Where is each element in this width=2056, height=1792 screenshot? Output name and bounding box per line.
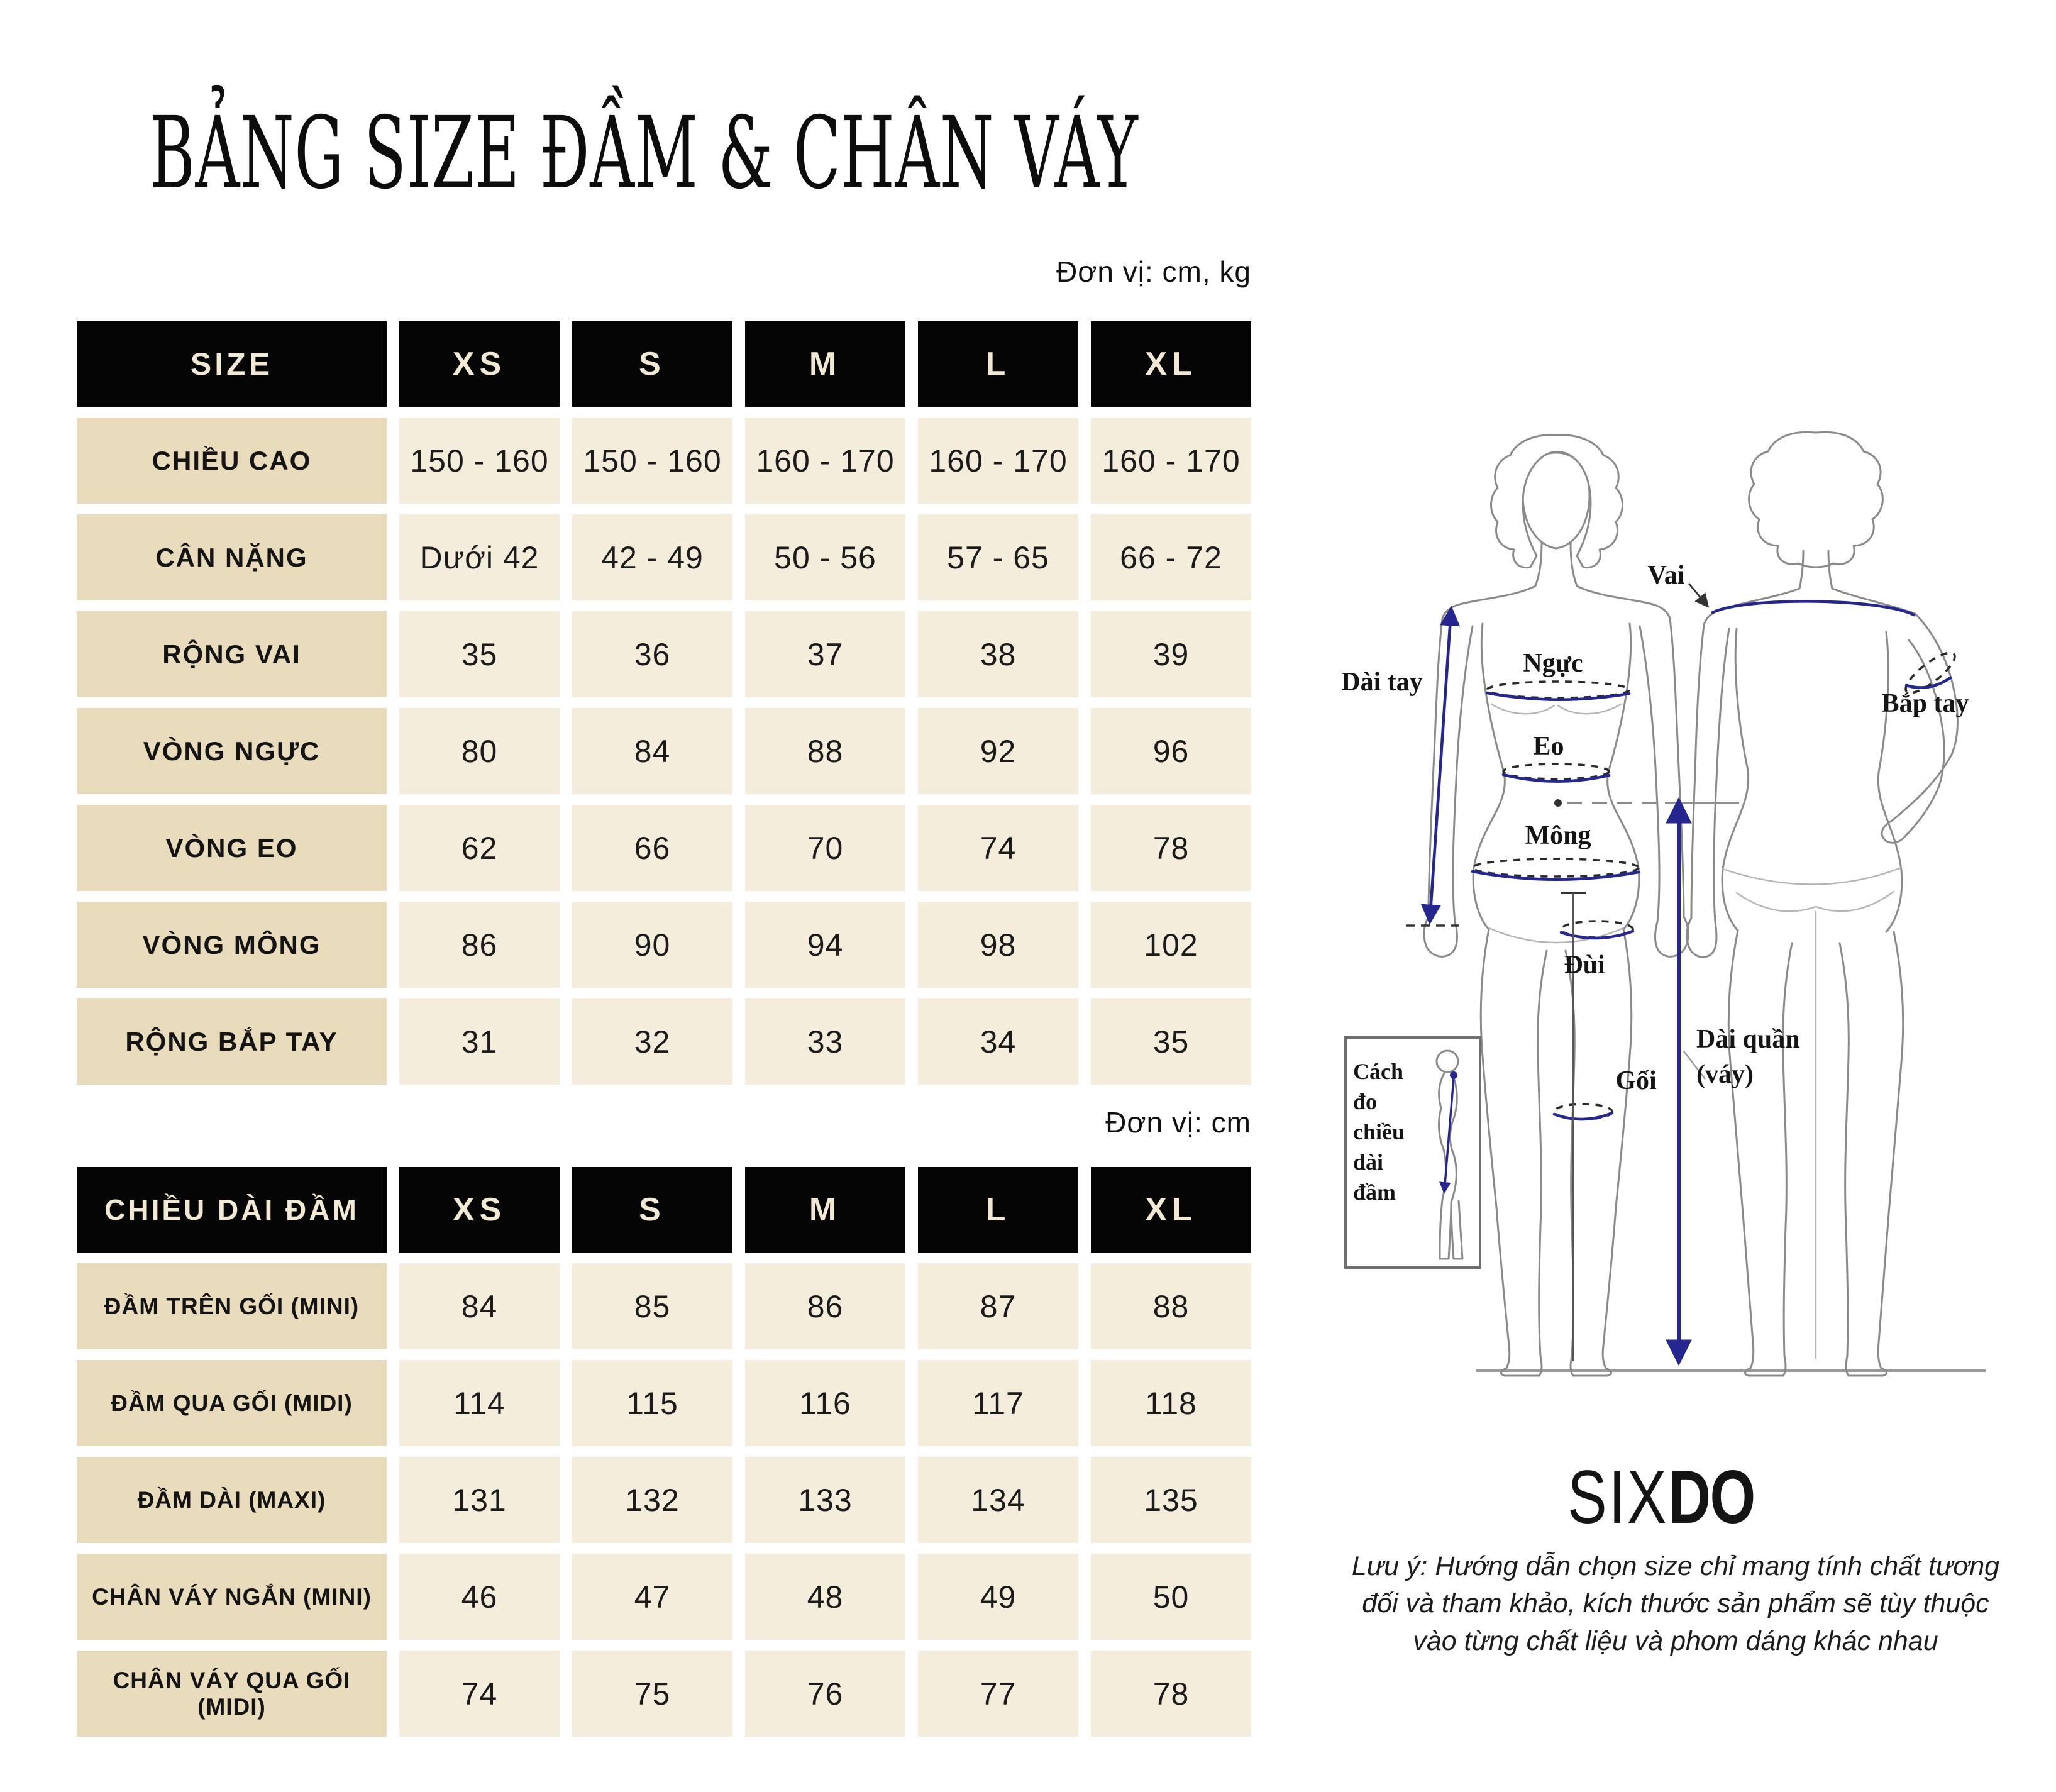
note-line-1: Lưu ý: Hướng dẫn chọn size chỉ mang tính chất tương — [1351, 1551, 2000, 1581]
length-table-row-2-value-l: 134 — [918, 1457, 1078, 1543]
size-table-row-1-value-s: 42 - 49 — [572, 514, 732, 600]
size-table-row-2-value-s: 36 — [572, 611, 732, 697]
label-mong: Mông — [1525, 821, 1591, 850]
size-table-row-3-label: VÒNG NGỰC — [77, 708, 387, 794]
page-title: BẢNG SIZE ĐẦM & CHÂN VÁY — [150, 96, 1139, 211]
size-table-row-5-value-l: 98 — [918, 902, 1078, 988]
size-table-header-m: M — [745, 321, 905, 407]
length-table-header-label: CHIỀU DÀI ĐẦM — [77, 1167, 387, 1253]
size-table-row-1-value-xl: 66 - 72 — [1091, 514, 1251, 600]
length-table-row-1-value-xs: 114 — [399, 1360, 560, 1446]
size-table-row-2-value-xl: 39 — [1091, 611, 1251, 697]
size-table-row-5-value-xl: 102 — [1091, 902, 1251, 988]
unit-note-cm: Đơn vị: cm — [1105, 1106, 1251, 1139]
size-table-row-0-value-l: 160 - 170 — [918, 418, 1078, 504]
size-table-row-5-label: VÒNG MÔNG — [77, 902, 387, 988]
inset-line-3: chiều — [1353, 1119, 1405, 1144]
measurement-diagram — [1289, 390, 2056, 1446]
size-table-row-3-value-l: 92 — [918, 708, 1078, 794]
length-table-row-0-value-xl: 88 — [1091, 1263, 1251, 1349]
length-table-row-4-value-xs: 74 — [399, 1651, 560, 1737]
size-table-row-4-value-xl: 78 — [1091, 805, 1251, 891]
label-nguc: Ngực — [1523, 649, 1583, 678]
measurement-marks — [1406, 584, 1960, 1362]
size-table-row-5-value-xs: 86 — [399, 902, 560, 988]
length-table-row-2-value-s: 132 — [572, 1457, 732, 1543]
label-dai-quan-vay: (váy) — [1696, 1060, 1754, 1089]
length-table-header-xs: XS — [399, 1167, 560, 1253]
length-table-row-0-value-l: 87 — [918, 1263, 1078, 1349]
size-table-row-3-value-m: 88 — [745, 708, 905, 794]
length-table-row-1-value-l: 117 — [918, 1360, 1078, 1446]
logo-six: SIX — [1567, 1455, 1669, 1539]
label-goi: Gối — [1615, 1066, 1657, 1095]
size-table-row-4-value-xs: 62 — [399, 805, 560, 891]
body-size-table — [77, 321, 1251, 1085]
size-table-row-2-value-l: 38 — [918, 611, 1078, 697]
sixdo-logo — [1563, 1454, 1759, 1540]
size-table-header-s: S — [572, 321, 732, 407]
size-table-row-2-label: RỘNG VAI — [77, 611, 387, 697]
size-table-row-0-label: CHIỀU CAO — [77, 418, 387, 504]
size-table-row-6-label: RỘNG BẮP TAY — [77, 998, 387, 1085]
size-table-row-6-value-l: 34 — [918, 998, 1078, 1085]
size-table-row-4-value-l: 74 — [918, 805, 1078, 891]
length-table-row-2-label: ĐẦM DÀI (MAXI) — [77, 1457, 387, 1543]
length-table-row-4-value-l: 77 — [918, 1651, 1078, 1737]
size-table-row-2-value-xs: 35 — [399, 611, 560, 697]
length-table-row-2-value-xl: 135 — [1091, 1457, 1251, 1543]
size-table-row-0-value-xl: 160 - 170 — [1091, 418, 1251, 504]
size-table-row-3-value-xl: 96 — [1091, 708, 1251, 794]
size-table-row-1-value-xs: Dưới 42 — [399, 514, 560, 600]
size-table-row-0-value-xs: 150 - 160 — [399, 418, 560, 504]
label-dui: Đùi — [1564, 951, 1605, 980]
dress-length-table — [77, 1167, 1251, 1737]
label-dai-quan: Dài quần — [1696, 1025, 1800, 1054]
size-table-row-1-value-l: 57 - 65 — [918, 514, 1078, 600]
size-table-row-2-value-m: 37 — [745, 611, 905, 697]
size-note — [1314, 1548, 2037, 1660]
size-table-row-6-value-m: 33 — [745, 998, 905, 1085]
size-table-row-1-value-m: 50 - 56 — [745, 514, 905, 600]
length-table-row-4-value-m: 76 — [745, 1651, 905, 1737]
length-table-header-l: L — [918, 1167, 1078, 1253]
length-table-row-0-value-m: 86 — [745, 1263, 905, 1349]
length-table-row-2-value-m: 133 — [745, 1457, 905, 1543]
size-table-row-1-label: CÂN NẶNG — [77, 514, 387, 600]
length-table-row-4-value-xl: 78 — [1091, 1651, 1251, 1737]
size-table-row-5-value-m: 94 — [745, 902, 905, 988]
label-eo: Eo — [1533, 732, 1564, 761]
length-table-row-0-value-s: 85 — [572, 1263, 732, 1349]
size-table-row-6-value-xl: 35 — [1091, 998, 1251, 1085]
length-table-row-1-value-s: 115 — [572, 1360, 732, 1446]
size-table-row-3-value-s: 84 — [572, 708, 732, 794]
length-table-header-xl: XL — [1091, 1167, 1251, 1253]
length-table-row-4-value-s: 75 — [572, 1651, 732, 1737]
inset-line-2: đo — [1353, 1089, 1378, 1114]
length-table-row-3-value-l: 49 — [918, 1554, 1078, 1640]
length-table-row-3-value-m: 48 — [745, 1554, 905, 1640]
dress-length-inset — [1346, 1037, 1480, 1268]
size-table-header-xl: XL — [1091, 321, 1251, 407]
size-table-header-label: SIZE — [77, 321, 387, 407]
size-table-row-0-value-m: 160 - 170 — [745, 418, 905, 504]
inset-line-1: Cách — [1353, 1059, 1403, 1084]
length-table-row-1-label: ĐẦM QUA GỐI (MIDI) — [77, 1360, 387, 1446]
size-table-row-4-value-s: 66 — [572, 805, 732, 891]
size-table-row-3-value-xs: 80 — [399, 708, 560, 794]
length-table-row-4-label: CHÂN VÁY QUA GỐI (MIDI) — [77, 1651, 387, 1737]
length-table-row-0-label: ĐẦM TRÊN GỐI (MINI) — [77, 1263, 387, 1349]
label-dai-tay: Dài tay — [1341, 668, 1423, 697]
label-vai: Vai — [1647, 561, 1685, 590]
size-table-row-6-value-xs: 31 — [399, 998, 560, 1085]
length-table-header-s: S — [572, 1167, 732, 1253]
inset-line-4: dài — [1353, 1149, 1384, 1175]
size-table-header-xs: XS — [399, 321, 560, 407]
length-table-row-1-value-xl: 118 — [1091, 1360, 1251, 1446]
length-table-row-3-value-s: 47 — [572, 1554, 732, 1640]
size-table-row-6-value-s: 32 — [572, 998, 732, 1085]
size-table-row-4-label: VÒNG EO — [77, 805, 387, 891]
unit-note-cm-kg: Đơn vị: cm, kg — [1056, 255, 1251, 288]
length-table-row-0-value-xs: 84 — [399, 1263, 560, 1349]
length-table-header-m: M — [745, 1167, 905, 1253]
size-table-header-l: L — [918, 321, 1078, 407]
length-table-row-2-value-xs: 131 — [399, 1457, 560, 1543]
label-bap-tay: Bắp tay — [1881, 689, 1969, 718]
note-line-2: đối và tham khảo, kích thước sản phẩm sẽ tùy thuộc — [1362, 1588, 1989, 1619]
length-table-row-3-value-xs: 46 — [399, 1554, 560, 1640]
logo-do: DO — [1668, 1455, 1755, 1539]
back-figure-sketch — [1687, 432, 1957, 1376]
size-table-row-5-value-s: 90 — [572, 902, 732, 988]
length-table-row-3-value-xl: 50 — [1091, 1554, 1251, 1640]
size-table-row-4-value-m: 70 — [745, 805, 905, 891]
inset-line-5: đầm — [1353, 1180, 1396, 1205]
size-table-row-0-value-s: 150 - 160 — [572, 418, 732, 504]
length-table-row-1-value-m: 116 — [745, 1360, 905, 1446]
note-line-3: vào từng chất liệu và phom dáng khác nhau — [1413, 1625, 1938, 1656]
length-table-row-3-label: CHÂN VÁY NGẮN (MINI) — [77, 1554, 387, 1640]
